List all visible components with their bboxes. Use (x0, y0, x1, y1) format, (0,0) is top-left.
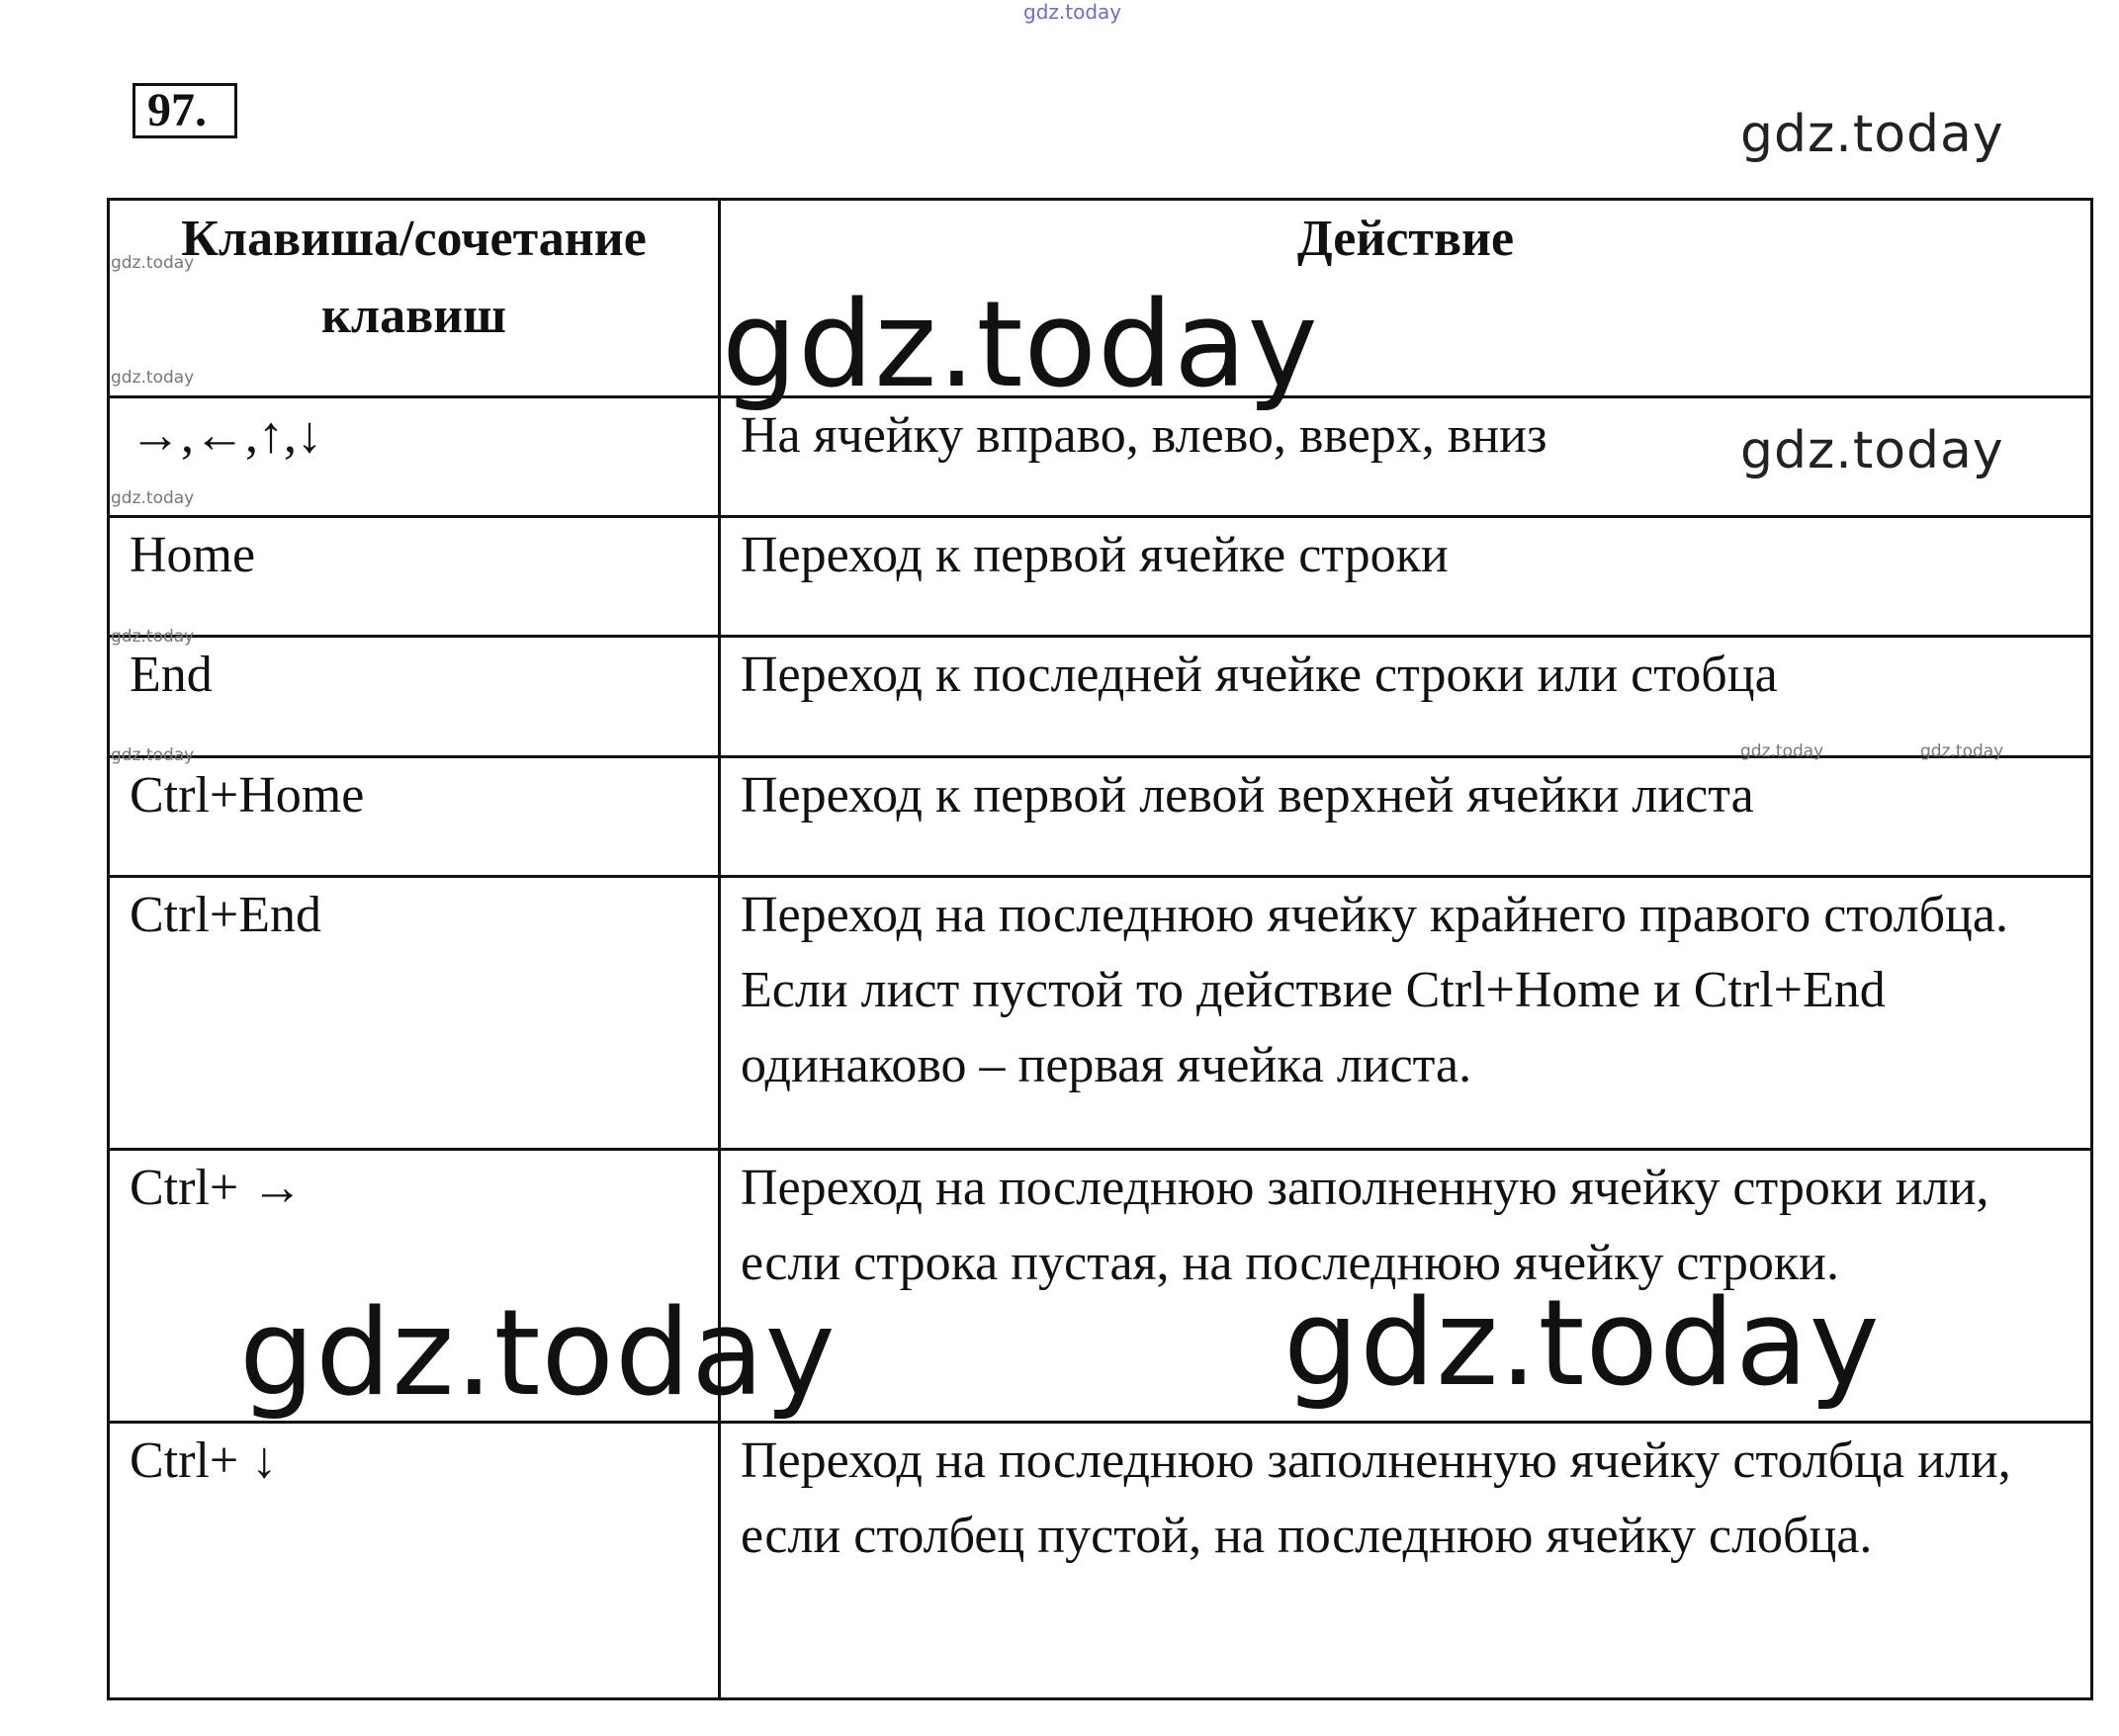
watermark: gdz.today (111, 627, 195, 647)
key-cell: Ctrl+Home (109, 757, 720, 877)
key-cell: Home (109, 517, 720, 637)
watermark: gdz.today (1740, 105, 2004, 164)
watermark: gdz.today (111, 253, 195, 273)
watermark: gdz.today (111, 488, 195, 508)
task-number: 97. (132, 83, 237, 138)
key-cell: Ctrl+ ↓ (109, 1423, 720, 1699)
watermark: gdz.today (111, 745, 195, 765)
action-cell: Переход на последнюю заполненную ячейку строки или, если строка пустая, на последнюю ячейку строки. (720, 1150, 2092, 1423)
table-row (109, 517, 2092, 637)
header-action: Действие (720, 200, 2092, 397)
table-row (109, 877, 2092, 1150)
action-cell: Переход к первой левой верхней ячейки листа (720, 757, 2092, 877)
table-row (109, 637, 2092, 757)
key-cell: Ctrl+End (109, 877, 720, 1150)
watermark: gdz.today (1920, 741, 2004, 761)
action-cell: Переход на последнюю заполненную ячейку столбца или, если столбец пустой, на последнюю ячейку слобца. (720, 1423, 2092, 1699)
table-row (109, 757, 2092, 877)
watermark: gdz.today (722, 277, 1319, 414)
action-cell: Переход на последнюю ячейку крайнего правого столбца. Если лист пустой то действие Ctrl+Home и Ctrl+End одинаково – первая ячейка листа. (720, 877, 2092, 1150)
key-cell: →,←,↑,↓ (109, 397, 720, 517)
header-key: Клавиша/сочетание клавиш (109, 200, 720, 397)
action-cell: Переход к первой ячейке строки (720, 517, 2092, 637)
watermark: gdz.today (111, 368, 195, 388)
key-cell: End (109, 637, 720, 757)
action-cell: Переход к последней ячейке строки или стобца (720, 637, 2092, 757)
watermark: gdz.today (1740, 421, 2004, 480)
watermark-top: gdz.today (1023, 0, 1122, 24)
watermark: gdz.today (239, 1285, 837, 1423)
action-cell: На ячейку вправо, влево, вверх, вниз (720, 397, 2092, 517)
watermark: gdz.today (1283, 1275, 1881, 1413)
watermark: gdz.today (1740, 741, 1824, 761)
key-cell: Ctrl+ → (109, 1150, 720, 1423)
table-row (109, 1423, 2092, 1699)
